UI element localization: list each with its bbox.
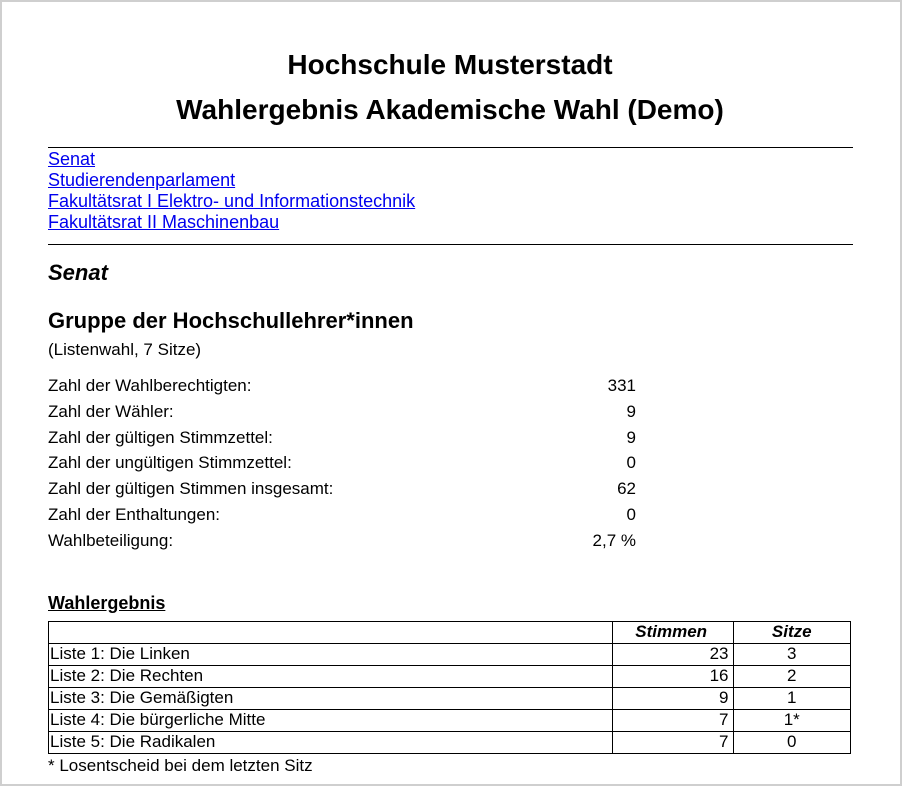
- stat-row: [48, 399, 636, 425]
- table-row: [49, 643, 851, 665]
- stat-row: [48, 476, 636, 502]
- stat-row: [48, 502, 636, 528]
- section-title: Senat: [48, 260, 108, 285]
- stat-row: [48, 425, 636, 451]
- stat-label: Wahlbeteiligung:: [48, 530, 174, 550]
- table-row: [49, 731, 851, 753]
- divider-top: [48, 147, 853, 148]
- stat-value: 0: [626, 504, 636, 524]
- column-header-seats: Sitze: [733, 621, 851, 643]
- nav-link-studierendenparlament[interactable]: Studierendenparlament: [48, 170, 236, 190]
- table-header-row: [49, 621, 851, 643]
- list-name: Liste 5: Die Radikalen: [49, 731, 613, 753]
- list-votes: 7: [612, 709, 733, 731]
- table-row: [49, 687, 851, 709]
- nav-link-senat[interactable]: Senat: [48, 149, 96, 169]
- group-title: Gruppe der Hochschullehrer*innen: [48, 308, 414, 333]
- group-subtitle: (Listenwahl, 7 Sitze): [48, 340, 202, 359]
- list-name: Liste 3: Die Gemäßigten: [49, 687, 613, 709]
- stat-label: Zahl der gültigen Stimmzettel:: [48, 427, 273, 447]
- list-name: Liste 2: Die Rechten: [49, 665, 613, 687]
- election-nav: [48, 149, 852, 233]
- page-title-election: Wahlergebnis Akademische Wahl (Demo): [176, 94, 724, 125]
- table-row: [49, 665, 851, 687]
- stat-row: [48, 450, 636, 476]
- stat-value: 0: [626, 453, 636, 473]
- results-heading: Wahlergebnis: [48, 592, 166, 613]
- page-title-institution: Hochschule Musterstadt: [287, 49, 613, 80]
- stat-label: Zahl der ungültigen Stimmzettel:: [48, 453, 292, 473]
- stat-row: [48, 373, 636, 399]
- results-table: [48, 621, 851, 754]
- list-seats: 1*: [733, 709, 851, 731]
- stat-value: 2,7 %: [592, 530, 636, 550]
- list-votes: 7: [612, 731, 733, 753]
- stat-value: 9: [626, 401, 636, 421]
- divider-nav: [48, 244, 853, 245]
- list-votes: 9: [612, 687, 733, 709]
- list-votes: 23: [612, 643, 733, 665]
- list-seats: 0: [733, 731, 851, 753]
- footnote: * Losentscheid bei dem letzten Sitz: [48, 755, 313, 775]
- page-content: [48, 2, 852, 777]
- list-name: Liste 4: Die bürgerliche Mitte: [49, 709, 613, 731]
- stat-value: 331: [607, 376, 636, 395]
- stat-label: Zahl der Wähler:: [48, 401, 174, 421]
- stat-row: [48, 528, 636, 554]
- nav-link-fakultaetsrat-2[interactable]: Fakultätsrat II Maschinenbau: [48, 212, 280, 232]
- stat-label: Zahl der Enthaltungen:: [48, 504, 221, 524]
- list-seats: 2: [733, 665, 851, 687]
- statistics-list: [48, 373, 636, 554]
- stat-value: 62: [617, 479, 636, 499]
- stat-label: Zahl der Wahlberechtigten:: [48, 376, 252, 395]
- list-name: Liste 1: Die Linken: [49, 643, 613, 665]
- stat-value: 9: [626, 427, 636, 447]
- table-row: [49, 709, 851, 731]
- nav-link-fakultaetsrat-1[interactable]: Fakultätsrat I Elektro- und Informationstechnik: [48, 191, 416, 211]
- list-seats: 1: [733, 687, 851, 709]
- list-seats: 3: [733, 643, 851, 665]
- stat-label: Zahl der gültigen Stimmen insgesamt:: [48, 479, 334, 499]
- column-header-votes: Stimmen: [612, 621, 733, 643]
- column-header-list: [49, 621, 613, 643]
- list-votes: 16: [612, 665, 733, 687]
